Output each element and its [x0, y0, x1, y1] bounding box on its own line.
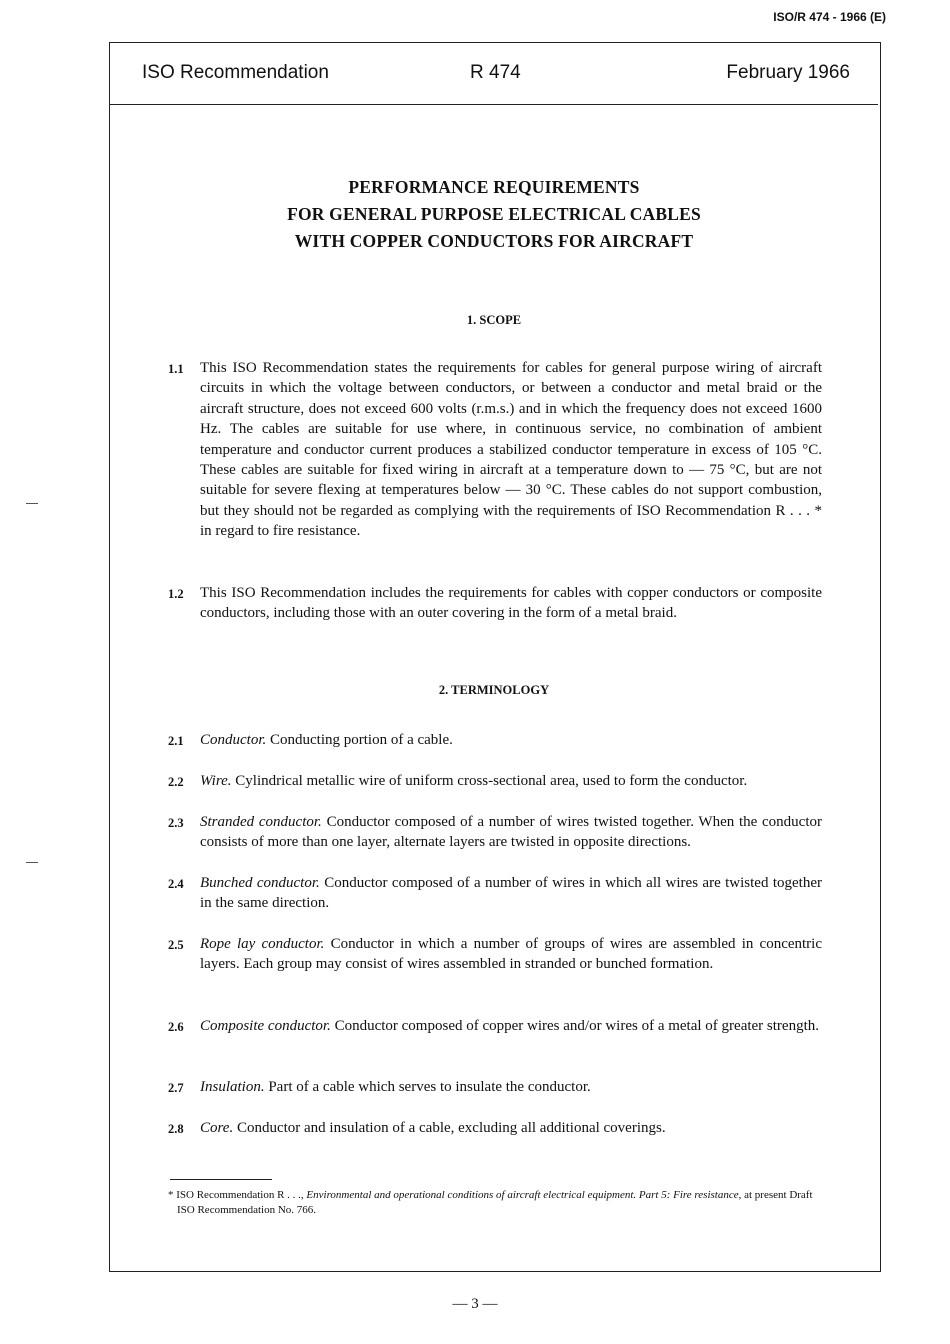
section-heading-terminology: 2. TERMINOLOGY — [438, 683, 550, 697]
scan-margin-mark — [26, 862, 38, 863]
definition-text: Conductor in which a number of groups of wires are assembled in concentric layers. Each group may consist of wires assembled in stranded or bunched formation. — [200, 936, 822, 973]
clause-text: This ISO Recommendation includes the requirements for cables with copper conductors or composite conductors, including those with an outer covering in the form of a metal braid. — [200, 585, 822, 622]
title-line-3: WITH COPPER CONDUCTORS FOR AIRCRAFT — [294, 231, 694, 251]
definition — [200, 730, 822, 750]
definition-text: Conductor composed of copper wires and/or wires of a metal of greater strength. — [334, 1018, 820, 1034]
document-title — [110, 174, 878, 255]
section-heading-scope: 1. SCOPE — [466, 313, 522, 327]
footnote-title: Environmental and operational conditions of aircraft electrical equipment. Part 5: Fire resistance, — [306, 1189, 742, 1201]
footnote-rule — [170, 1179, 272, 1180]
defined-term: Composite conductor. — [200, 1018, 331, 1034]
defined-term: Wire. — [200, 773, 232, 789]
defined-term: Core. — [200, 1120, 234, 1136]
header-series: ISO Recommendation — [142, 62, 329, 83]
definition — [200, 934, 822, 975]
scan-margin-mark — [26, 503, 38, 504]
footnote — [168, 1188, 824, 1218]
clause-number: 2.2 — [168, 775, 184, 789]
definition-text: Conductor composed of a number of wires twisted together. When the conductor consists of more than one layer, alternate layers are twisted in opposite directions. — [200, 814, 823, 851]
definition-text: Part of a cable which serves to insulate the conductor. — [268, 1079, 591, 1095]
definition — [200, 771, 822, 791]
definition-text: Conductor composed of a number of wires in which all wires are twisted together in the same direction. — [200, 875, 823, 912]
defined-term: Insulation. — [200, 1079, 265, 1095]
header-number: R 474 — [470, 62, 521, 83]
definition-text: Conductor and insulation of a cable, excluding all additional coverings. — [236, 1120, 666, 1136]
footnote-body — [168, 1188, 824, 1218]
title-line-2: FOR GENERAL PURPOSE ELECTRICAL CABLES — [287, 204, 701, 224]
header-date: February 1966 — [726, 62, 850, 83]
defined-term: Conductor. — [200, 732, 267, 748]
defined-term: Bunched conductor. — [200, 875, 320, 891]
title-line-1: PERFORMANCE REQUIREMENTS — [348, 177, 640, 197]
definition — [200, 1118, 822, 1138]
clause-number: 2.7 — [168, 1081, 184, 1095]
page-number: — 3 — — [452, 1296, 498, 1312]
definition — [200, 873, 822, 914]
clause-text: This ISO Recommendation states the requirements for cables for general purpose wiring of aircraft circuits in which the voltage between conductors, or between a conductor and metal braid or the aircraft structure, does not exceed 600 volts (r.m.s.) and in which the frequency does not exceed 1600 Hz. The cables are suitable for use where, in continuous service, no combination of ambient temperature and conductor current produces a stabilized conductor temperature in excess of 105 °C. These cables are suitable for fixed wiring in aircraft at a temperature down to — 75 °C, but are not suitable for severe flexing at temperatures below — 30 °C. These cables do not support combustion, but they should not be regarded as complying with the requirements of ISO Recommendation R . . . * in regard to fire resistance. — [200, 360, 822, 540]
definition — [200, 1016, 822, 1036]
footnote-suffix: at present Draft ISO Recommendation No. 766. — [177, 1189, 813, 1216]
clause-number: 1.2 — [168, 587, 184, 601]
definition — [200, 1077, 822, 1097]
clause-number: 2.5 — [168, 938, 184, 952]
clause-number: 2.1 — [168, 734, 184, 748]
clause-number: 2.8 — [168, 1122, 184, 1136]
clause-number: 2.3 — [168, 816, 184, 830]
clause-number: 1.1 — [168, 362, 184, 376]
clause-number: 2.4 — [168, 877, 184, 891]
definition-text: Conducting portion of a cable. — [270, 732, 453, 748]
document-reference: ISO/R 474 - 1966 (E) — [773, 10, 886, 24]
defined-term: Stranded conductor. — [200, 814, 322, 830]
document-header — [110, 42, 878, 105]
clause-number: 2.6 — [168, 1020, 184, 1034]
definition — [200, 812, 822, 853]
footnote-prefix: * ISO Recommendation R . . ., — [168, 1189, 304, 1201]
defined-term: Rope lay conductor. — [200, 936, 325, 952]
definition-text: Cylindrical metallic wire of uniform cross-sectional area, used to form the conductor. — [235, 773, 748, 789]
